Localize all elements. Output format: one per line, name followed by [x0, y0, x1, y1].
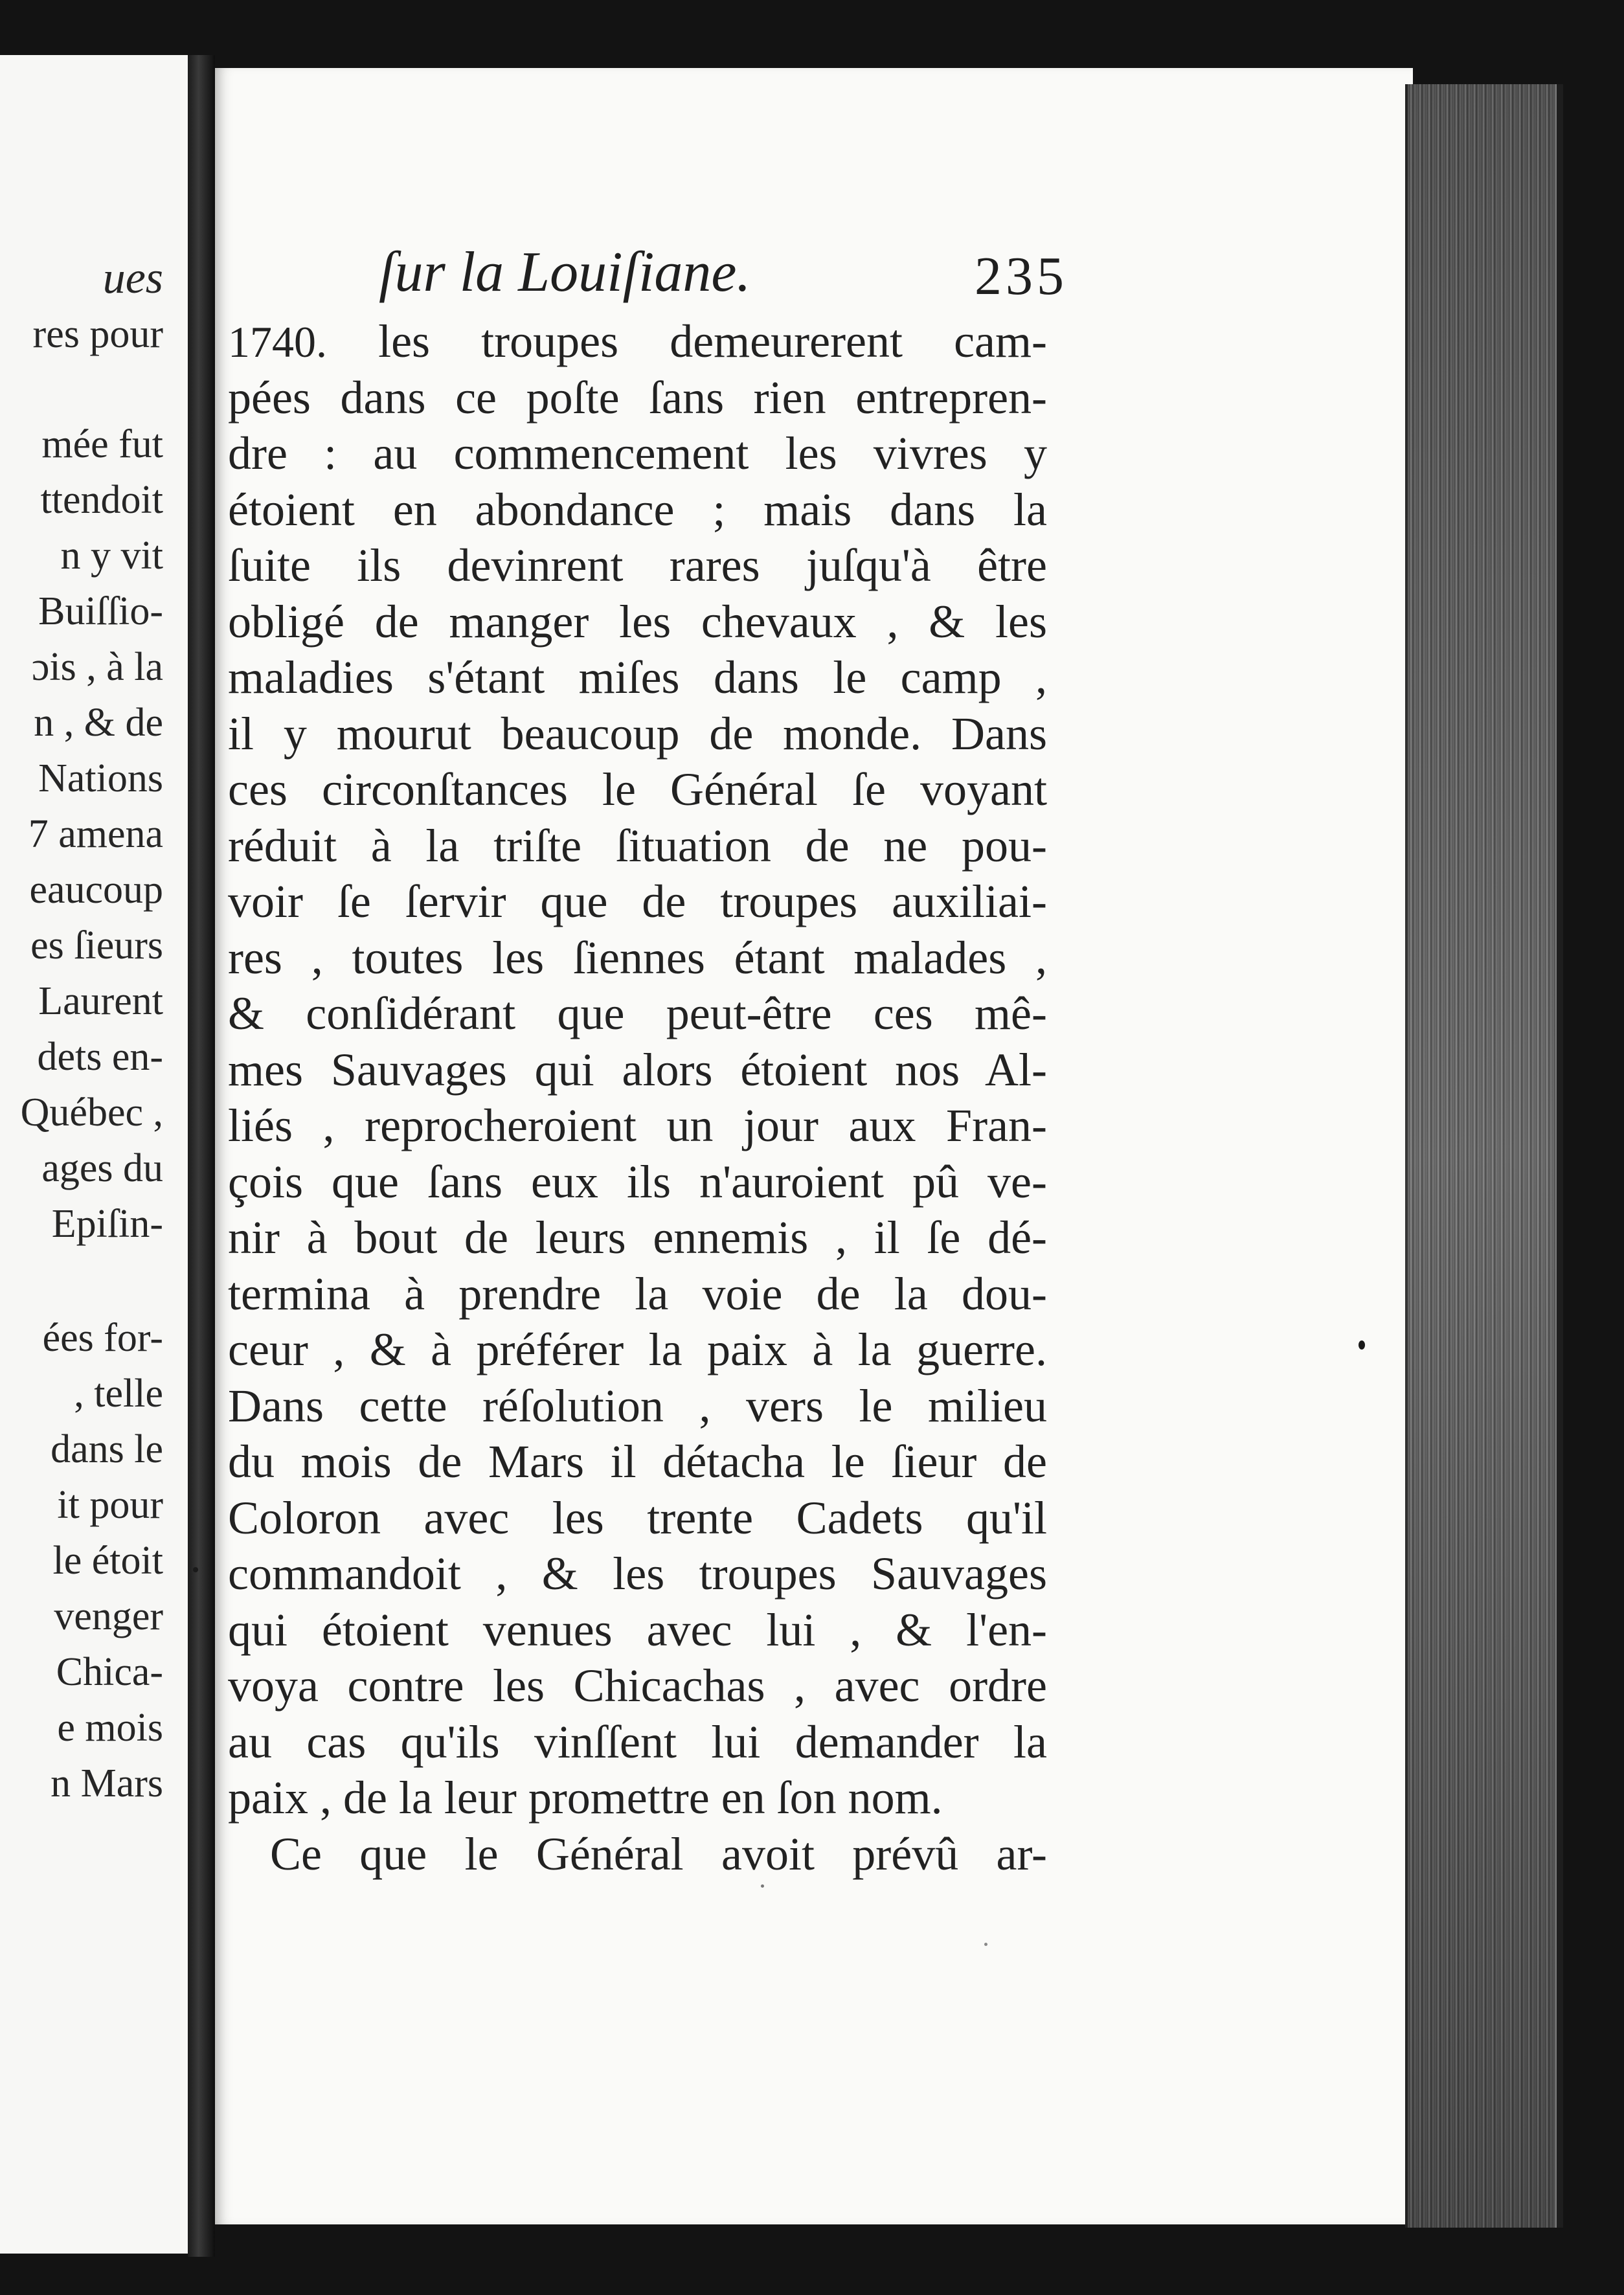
- body-line: mes Sauvages qui alors étoient nos Al-: [228, 1043, 1047, 1096]
- body-line: paix , de la leur promettre en ſon nom.: [228, 1772, 943, 1824]
- left-page-line: it pour: [57, 1483, 163, 1527]
- left-page-line: n y vit: [60, 534, 163, 578]
- body-line: étoient en abondance ; mais dans la: [228, 483, 1047, 536]
- body-line: ſuite ils devinrent rares juſqu'à être: [228, 539, 1047, 591]
- body-line: termina à prendre la voie de la dou-: [228, 1267, 1047, 1320]
- body-line: res , toutes les ſiennes étant malades ,: [228, 931, 1047, 984]
- body-line: Dans cette réſolution , vers le milieu: [228, 1379, 1047, 1432]
- left-page-line: venger: [54, 1594, 163, 1638]
- left-page-line: dets en-: [37, 1035, 163, 1079]
- left-page-line: eaucoup: [29, 868, 163, 912]
- body-line: Coloron avec les trente Cadets qu'il: [228, 1491, 1047, 1544]
- margin-year: 1740.: [228, 317, 327, 367]
- body-line: maladies s'étant miſes dans le camp ,: [228, 651, 1047, 703]
- body-line: du mois de Mars il détacha le ſieur de: [228, 1436, 1047, 1487]
- scan-speck: [193, 1567, 198, 1572]
- body-line: dre : au commencement les vivres y: [228, 427, 1047, 479]
- body-text: [228, 313, 1047, 1882]
- left-page-line: Nations: [38, 756, 163, 800]
- left-page-line: , telle: [74, 1372, 163, 1416]
- left-page-line: n Mars: [51, 1761, 163, 1805]
- body-line: & conſidérant que peut-être ces mê-: [228, 988, 1047, 1039]
- running-head: ſur la Louiſiane.: [379, 241, 751, 304]
- body-line: voya contre les Chicachas , avec ordre: [228, 1660, 1047, 1712]
- left-page-line: n , & de: [34, 701, 163, 745]
- body-line: pées dans ce poſte ſans rien entrepren-: [228, 371, 1047, 424]
- scan-speck: [984, 1943, 987, 1946]
- left-page-line: ées for-: [42, 1316, 163, 1360]
- body-line: ces circonſtances le Général ſe voyant: [228, 763, 1047, 815]
- left-page-line: 7 amena: [28, 812, 163, 856]
- left-page-line: dans le: [51, 1427, 163, 1471]
- left-page-line: le étoit: [52, 1539, 163, 1583]
- body-line: voir ſe ſervir que de troupes auxiliai-: [228, 876, 1047, 927]
- body-line: obligé de manger les chevaux , & les: [228, 595, 1047, 648]
- body-line: Ce que le Général avoit prévû ar-: [270, 1827, 1047, 1880]
- body-line: au cas qu'ils vinſſent lui demander la: [228, 1715, 1047, 1768]
- left-page-line: Epiſin-: [51, 1202, 163, 1246]
- left-page-line: ages du: [41, 1146, 163, 1190]
- left-page-line: ɔis , à la: [31, 645, 163, 689]
- body-line: réduit à la triſte ſituation de ne pou-: [228, 819, 1047, 872]
- body-line: commandoit , & les troupes Sauvages: [228, 1548, 1047, 1600]
- left-page-line: ttendoit: [40, 478, 163, 522]
- body-line: il y mourut beaucoup de monde. Dans: [228, 707, 1047, 760]
- scan-speck: [1359, 1340, 1365, 1350]
- book-gutter: [188, 55, 215, 2257]
- left-page-line: Chica-: [56, 1650, 163, 1694]
- left-page-line: mée fut: [41, 422, 163, 466]
- body-line: qui étoient venues avec lui , & l'en-: [228, 1603, 1047, 1656]
- left-page-line: Buiſſio-: [38, 589, 163, 633]
- page-number: 235: [975, 246, 1068, 306]
- left-page-line: Laurent: [38, 979, 163, 1023]
- fore-edge-shading: [1405, 84, 1554, 2228]
- scan-speck: [761, 1884, 764, 1888]
- left-facing-page: [0, 55, 192, 2254]
- body-line: çois que ſans eux ils n'auroient pû ve-: [228, 1155, 1047, 1208]
- left-page-line: e mois: [57, 1706, 163, 1750]
- body-line: [228, 313, 1047, 370]
- body-line-text: les troupes demeurerent cam-: [378, 315, 1047, 367]
- left-page-line: es ſieurs: [30, 923, 163, 967]
- body-line: liés , reprocheroient un jour aux Fran-: [228, 1100, 1047, 1151]
- left-page-line: Québec ,: [20, 1091, 163, 1135]
- body-line: ceur , & à préférer la paix à la guerre.: [228, 1324, 1047, 1375]
- left-page-line: ues: [102, 253, 163, 303]
- left-page-line: res pour: [32, 312, 163, 356]
- body-line: nir à bout de leurs ennemis , il ſe dé-: [228, 1212, 1047, 1263]
